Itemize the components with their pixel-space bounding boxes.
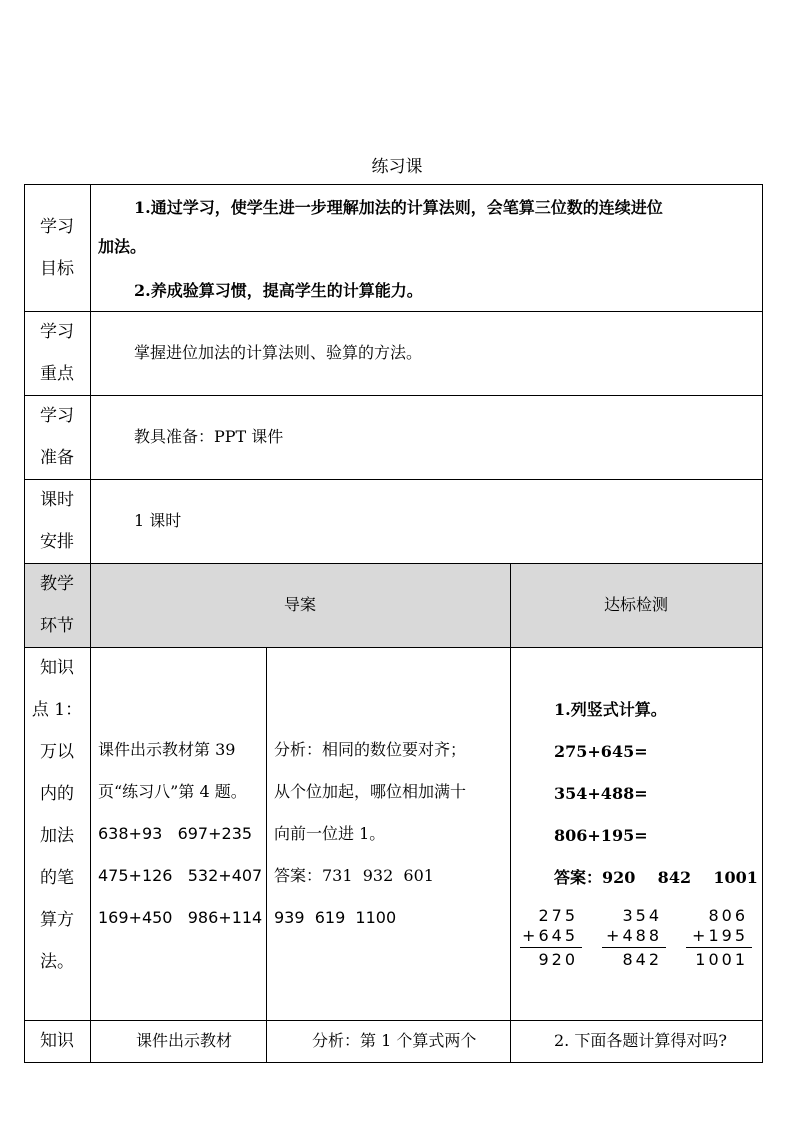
k1-check-1: 1.列竖式计算。 (554, 700, 667, 719)
k2-check: 2. 下面各题计算得对吗? (554, 1031, 727, 1050)
time-label-line-1: 课时 (40, 490, 74, 510)
k1-label-2: 点 1： (31, 700, 83, 720)
k2-label: 知识 (40, 1031, 74, 1051)
k1-guide-3: 638+93 697+235 (98, 824, 253, 843)
k1-analysis-1: 分析：相同的数位要对齐； (274, 740, 467, 759)
time-text: 1 课时 (134, 511, 182, 530)
k1-label-3: 万以 (40, 742, 74, 762)
header-check: 达标检测 (603, 595, 668, 614)
vc2-result: 842 (622, 950, 662, 969)
k1-check-3: 354+488= (554, 784, 648, 803)
vc2-bottom: +488 (606, 926, 662, 945)
focus-text: 掌握进位加法的计算法则、验算的方法。 (134, 343, 423, 362)
focus-label-line-2: 重点 (40, 364, 74, 384)
k1-guide-2: 页“练习八”第 4 题。 (98, 782, 247, 801)
k1-label-8: 法。 (40, 952, 74, 972)
k1-analysis-3: 向前一位进 1。 (274, 824, 386, 843)
k1-check-5: 答案：920 842 1001 (554, 868, 758, 887)
vc2-top: 354 (622, 906, 662, 925)
goal-label-line-1: 学习 (40, 217, 74, 237)
header-label-line-2: 环节 (40, 616, 74, 636)
prep-text: 教具准备：PPT 课件 (134, 427, 284, 446)
goal-line-1: 1.通过学习，使学生进一步理解加法的计算法则，会笔算三位数的连续进位 (134, 198, 663, 217)
k1-label-1: 知识 (40, 658, 74, 678)
vc1-top: 275 (538, 906, 578, 925)
vc3-result: 1001 (695, 950, 748, 969)
k1-guide-5: 169+450 986+114 (98, 908, 263, 927)
prep-label-line-1: 学习 (40, 406, 74, 426)
header-guide: 导案 (283, 595, 316, 614)
header-label-line-1: 教学 (40, 574, 74, 594)
vc3-bottom: +195 (692, 926, 748, 945)
k2-analysis: 分析：第 1 个算式两个 (312, 1031, 477, 1050)
k1-label-5: 加法 (40, 826, 74, 846)
k1-analysis-2: 从个位加起，哪位相加满十 (274, 782, 467, 801)
goal-line-2: 加法。 (98, 237, 147, 256)
focus-label-line-1: 学习 (40, 322, 74, 342)
k1-label-7: 算方 (40, 910, 74, 930)
k1-analysis-5: 939 619 1100 (274, 908, 397, 927)
vc3-top: 806 (708, 906, 748, 925)
k1-guide-4: 475+126 532+407 (98, 866, 263, 885)
lesson-table (24, 184, 763, 1063)
k1-analysis-4: 答案：731 932 601 (274, 866, 434, 885)
k1-label-6: 的笔 (40, 868, 74, 888)
goal-line-3: 2.养成验算习惯，提高学生的计算能力。 (134, 281, 423, 300)
k1-check-4: 806+195= (554, 826, 648, 845)
vc1-bottom: +645 (522, 926, 578, 945)
k1-guide-1: 课件出示教材第 39 (98, 740, 236, 759)
vc1-result: 920 (538, 950, 578, 969)
k1-check-2: 275+645= (554, 742, 648, 761)
prep-label-line-2: 准备 (40, 448, 74, 468)
page-title: 练习课 (371, 157, 423, 177)
k1-label-4: 内的 (40, 784, 74, 804)
k2-guide: 课件出示教材 (136, 1031, 233, 1050)
goal-label-line-2: 目标 (40, 259, 74, 279)
time-label-line-2: 安排 (40, 532, 74, 552)
